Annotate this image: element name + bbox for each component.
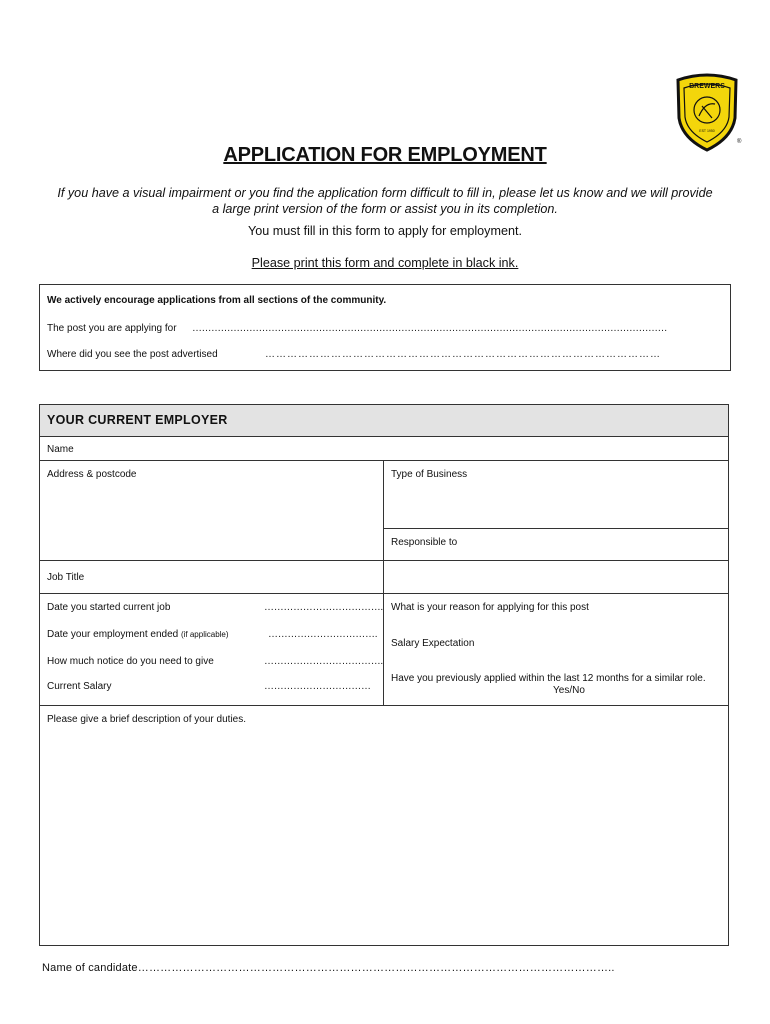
current-salary-field[interactable]: …………………………… [264,681,371,692]
date-ended-field[interactable]: ……………………………. [268,629,378,640]
date-started-label: Date you started current job [47,602,171,613]
responsible-to-label: Responsible to [391,537,458,548]
crest-est: EST 1950 [699,129,715,133]
business-type-label: Type of Business [391,469,468,480]
divider [40,593,728,594]
divider [40,460,728,461]
post-info-box [39,284,731,371]
brewers-crest-logo [672,72,742,152]
column-divider [383,460,384,705]
divider [40,560,728,561]
candidate-name-line[interactable] [42,962,615,974]
previously-applied-label: Have you previously applied within the last 12 months for a similar role. [391,673,706,684]
candidate-name-label: Name of candidate [42,962,138,974]
registered-mark: ® [737,139,742,145]
reason-label: What is your reason for applying for this post [391,602,589,613]
divider [383,528,728,529]
post-field[interactable]: …………………………………………………………………………………………………………………………………… [192,323,667,334]
crest-name: BREWERS [689,83,725,90]
post-label: The post you are applying for [47,323,177,334]
job-title-label: Job Title [47,572,85,583]
must-fill-text: You must fill in this form to apply for employment. [248,224,522,238]
salary-expectation-label: Salary Expectation [391,638,475,649]
advertised-label: Where did you see the post advertised [47,349,218,360]
notice-field[interactable]: ………………………………. [264,656,383,667]
yes-no-option[interactable]: Yes/No [553,685,585,696]
current-salary-label: Current Salary [47,681,112,692]
page-title: APPLICATION FOR EMPLOYMENT [223,144,547,166]
notice-label: How much notice do you need to give [47,656,214,667]
divider [40,705,728,706]
name-label: Name [47,444,74,455]
if-applicable-note: (if applicable) [180,630,229,639]
duties-label: Please give a brief description of your duties. [47,714,246,725]
address-label: Address & postcode [47,469,137,480]
encourage-text: We actively encourage applications from all sections of the community. [47,295,387,306]
candidate-name-field[interactable]: ……………………………………………………………………………………………………………….. [137,962,615,974]
print-note: Please print this form and complete in black ink. [251,256,519,270]
date-started-field[interactable]: ………………………………. [264,602,383,613]
section-header-title: YOUR CURRENT EMPLOYER [47,413,228,427]
section-header [40,405,728,437]
advertised-field[interactable]: ……………………………………………………………………………………………… [265,349,661,360]
current-employer-section [39,404,729,946]
date-ended-label: Date your employment ended (if applicable) [47,629,229,640]
intro-text: If you have a visual impairment or you find the application form difficult to fill in, please let us know and we will provide a large print version of the form or assist you in its completion. [57,186,713,216]
